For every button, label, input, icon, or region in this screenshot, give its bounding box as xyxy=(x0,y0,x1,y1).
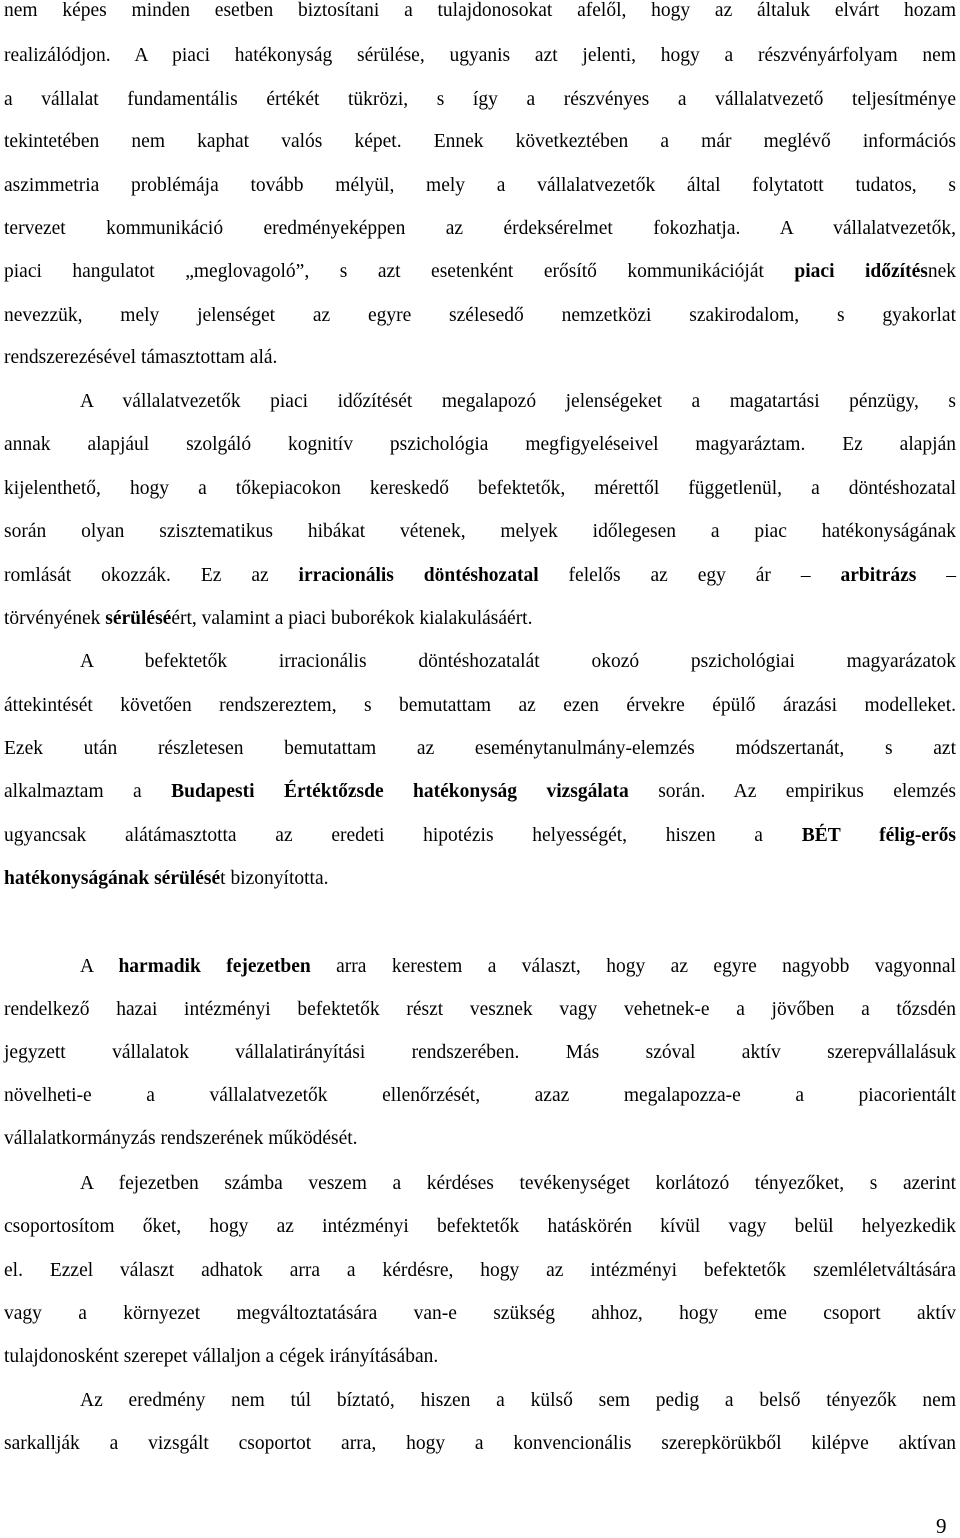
text-segment: A vállalatvezetők piaci időzítését megalapozó jelenségeket a magatartási pénzügy, s xyxy=(80,391,956,412)
text-line xyxy=(4,737,956,761)
text-line xyxy=(4,998,956,1022)
text-segment: t bizonyította. xyxy=(220,868,329,889)
bold-text: harmadik fejezetben xyxy=(118,956,311,977)
text-segment: romlását okozzák. Ez az xyxy=(4,565,299,586)
text-line xyxy=(4,780,956,804)
text-segment: során olyan szisztematikus hibákat vétenek, melyek időlegesen a piac hatékonyságának xyxy=(4,521,956,542)
text-line xyxy=(4,0,956,23)
bold-text: Budapesti Értéktőzsde hatékonyság vizsgálata xyxy=(171,781,629,802)
text-segment: ugyancsak alátámasztotta az eredeti hipotézis helyességét, hiszen a xyxy=(4,825,802,846)
text-line xyxy=(4,607,956,631)
bold-text: piaci időzítés xyxy=(794,261,928,282)
text-line xyxy=(4,824,956,848)
text-line xyxy=(4,217,956,241)
text-segment: nevezzük, mely jelenséget az egyre szélesedő nemzetközi szakirodalom, s gyakorlat xyxy=(4,305,956,326)
text-line xyxy=(4,1127,956,1151)
text-line xyxy=(4,867,956,891)
text-line xyxy=(4,564,956,588)
text-segment: vállalatkormányzás rendszerének működését. xyxy=(4,1128,358,1149)
text-segment: Ezek után részletesen bemutattam az eseménytanulmány-elemzés módszertanát, s azt xyxy=(4,738,956,759)
text-line xyxy=(4,433,956,457)
text-segment: a vállalat fundamentális értékét tükrözi, s így a részvényes a vállalatvezető teljesítménye xyxy=(4,89,956,110)
text-line xyxy=(4,1432,956,1456)
text-line xyxy=(4,694,956,718)
text-segment: alkalmaztam a xyxy=(4,781,172,802)
text-segment: ért, valamint a piaci buborékok kialakulásáért. xyxy=(171,608,533,629)
text-segment: – xyxy=(916,565,956,586)
text-segment: rendelkező hazai intézményi befektetők részt vesznek vagy vehetnek-e a jövőben a tőzsdén xyxy=(4,999,956,1020)
text-line xyxy=(4,304,956,328)
text-line xyxy=(4,88,956,112)
text-line xyxy=(4,1259,956,1283)
text-line xyxy=(80,1172,956,1196)
text-segment: aszimmetria problémája tovább mélyül, mely a vállalatvezetők által folytatott tudatos, s xyxy=(4,175,956,196)
text-segment: rendszerezésével támasztottam alá. xyxy=(4,347,278,368)
text-segment: A xyxy=(80,956,119,977)
text-line xyxy=(80,955,956,979)
text-line xyxy=(4,1084,956,1108)
text-line xyxy=(4,260,956,284)
text-line xyxy=(4,44,956,68)
text-segment: nem képes minden esetben biztosítani a tulajdonosokat afelől, hogy az általuk elvárt hozam xyxy=(4,0,956,21)
text-segment: annak alapjául szolgáló kognitív pszichológia megfigyeléseivel magyaráztam. Ez alapján xyxy=(4,434,956,455)
text-line xyxy=(80,390,956,414)
bold-text: arbitrázs xyxy=(840,565,917,586)
text-line xyxy=(80,650,956,674)
text-line xyxy=(4,1302,956,1326)
text-segment: Az eredmény nem túl bíztató, hiszen a külső sem pedig a belső tényezők nem xyxy=(80,1390,956,1411)
bold-text: sérülésé xyxy=(105,608,172,629)
text-line xyxy=(4,520,956,544)
text-line xyxy=(4,1215,956,1239)
text-segment: nek xyxy=(927,261,956,282)
text-line xyxy=(4,130,956,154)
bold-text: irracionális döntéshozatal xyxy=(298,565,539,586)
text-segment: csoportosítom őket, hogy az intézményi befektetők hatáskörén kívül vagy belül helyezkedik xyxy=(4,1216,956,1237)
text-segment: törvényének xyxy=(4,608,106,629)
text-segment: sarkallják a vizsgált csoportot arra, hogy a konvencionális szerepkörükből kilépve aktívan xyxy=(4,1433,956,1454)
text-segment: kijelenthető, hogy a tőkepiacokon kereskedő befektetők, mérettől függetlenül, a döntéshozatal xyxy=(4,478,956,499)
text-segment: el. Ezzel választ adhatok arra a kérdésre, hogy az intézményi befektetők szemléletváltására xyxy=(4,1260,956,1281)
text-segment: növelheti-e a vállalatvezetők ellenőrzését, azaz megalapozza-e a piacorientált xyxy=(4,1085,956,1106)
text-segment: vagy a környezet megváltoztatására van-e szükség ahhoz, hogy eme csoport aktív xyxy=(4,1303,956,1324)
text-line xyxy=(4,1345,956,1369)
text-segment: realizálódjon. A piaci hatékonyság sérülése, ugyanis azt jelenti, hogy a részvényárfolyam nem xyxy=(4,45,956,66)
text-segment: piaci hangulatot „meglovagoló”, s azt esetenként erősítő kommunikációját xyxy=(4,261,795,282)
text-line xyxy=(80,1389,956,1413)
text-segment: áttekintését követően rendszereztem, s bemutattam az ezen érvekre épülő árazási modelleket. xyxy=(4,695,956,716)
text-segment: felelős az egy ár – xyxy=(538,565,841,586)
text-line xyxy=(4,477,956,501)
text-segment: tekintetében nem kaphat valós képet. Ennek következtében a már meglévő információs xyxy=(4,131,956,152)
text-line xyxy=(4,174,956,198)
text-segment: A fejezetben számba veszem a kérdéses tevékenységet korlátozó tényezőket, s azerint xyxy=(80,1173,956,1194)
text-segment: arra kerestem a választ, hogy az egyre nagyobb vagyonnal xyxy=(310,956,956,977)
text-segment: jegyzett vállalatok vállalatirányítási rendszerében. Más szóval aktív szerepvállalásuk xyxy=(4,1042,956,1063)
text-segment: tulajdonosként szerepet vállaljon a cégek irányításában. xyxy=(4,1346,439,1367)
bold-text: hatékonyságának sérülésé xyxy=(4,868,221,889)
text-segment: során. Az empirikus elemzés xyxy=(628,781,957,802)
text-segment: tervezet kommunikáció eredményeképpen az érdeksérelmet fokozhatja. A vállalatvezetők, xyxy=(4,218,956,239)
text-line xyxy=(4,1041,956,1065)
text-line xyxy=(4,346,956,370)
text-segment: A befektetők irracionális döntéshozatalát okozó pszichológiai magyarázatok xyxy=(80,651,956,672)
bold-text: BÉT félig-erős xyxy=(801,825,956,846)
page-number: 9 xyxy=(936,1514,947,1538)
